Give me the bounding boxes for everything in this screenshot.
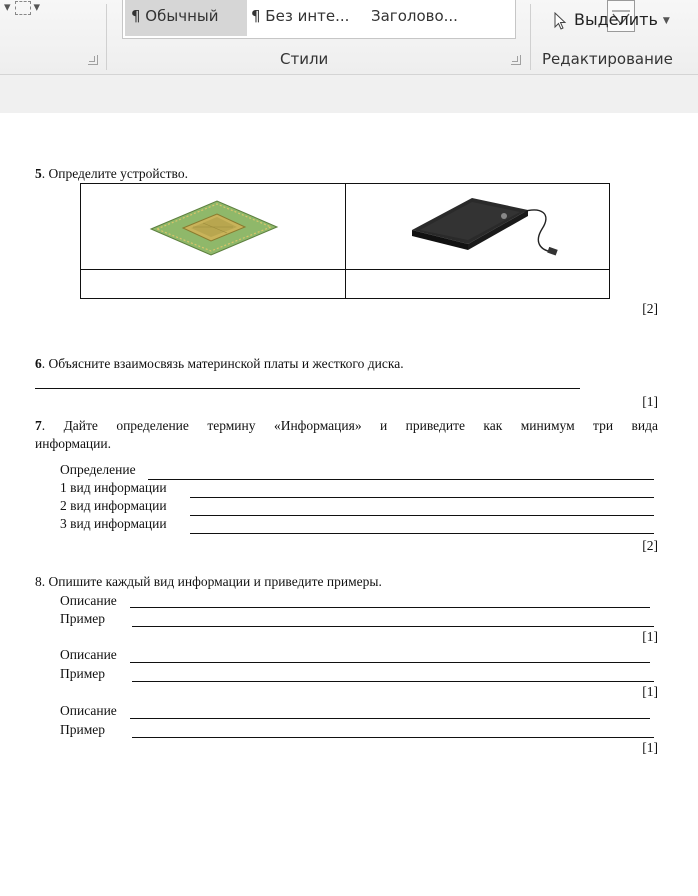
answer-cell-2[interactable] (345, 270, 610, 299)
q8-score-1: [1] (642, 629, 658, 644)
q7-score: [2] (642, 538, 658, 553)
paragraph-dialog-launcher-icon[interactable] (88, 55, 98, 65)
q8-score-2: [1] (642, 684, 658, 699)
style-no-spacing[interactable]: ¶ Без инте... (251, 7, 350, 25)
example-label-1: Пример (60, 611, 106, 626)
styles-gallery[interactable] (122, 0, 516, 39)
ribbon (0, 0, 698, 75)
describe-label-3: Описание (60, 703, 117, 718)
borders-button-fragment[interactable]: ▾ ▾ (4, 0, 41, 15)
answer-line[interactable] (130, 607, 650, 608)
question-6: 6. Объясните взаимосвязь материнской платы и жесткого диска. (35, 356, 404, 371)
example-label-2: Пример (60, 666, 106, 681)
q6-score: [1] (642, 394, 658, 409)
answer-line[interactable] (132, 681, 654, 682)
table-cell-cpu (81, 184, 346, 270)
answer-line[interactable] (190, 497, 654, 498)
editing-group-label: Редактирование (542, 50, 673, 68)
styles-dialog-launcher-icon[interactable] (511, 55, 521, 65)
example-label-3: Пример (60, 722, 106, 737)
q5-score: [2] (642, 301, 658, 316)
field-definition-label: Определение (60, 462, 136, 477)
table-cell-hdd (345, 184, 610, 270)
select-button-label: Выделить (574, 10, 658, 29)
answer-line[interactable] (130, 662, 650, 663)
cpu-chip-image (133, 189, 293, 259)
document-page[interactable] (0, 113, 698, 896)
q8-score-3: [1] (642, 740, 658, 755)
question-8: 8. Опишите каждый вид информации и приведите примеры. (35, 574, 382, 589)
answer-line[interactable] (132, 626, 654, 627)
answer-cell-1[interactable] (81, 270, 346, 299)
style-normal[interactable]: ¶ Обычный (125, 0, 247, 36)
field-type-3-label: 3 вид информации (60, 516, 167, 531)
styles-group-label: Стили (280, 50, 329, 68)
answer-line[interactable] (190, 533, 654, 534)
group-separator (530, 4, 531, 70)
field-type-2-label: 2 вид информации (60, 498, 167, 513)
describe-label-1: Описание (60, 593, 117, 608)
cursor-arrow-icon (552, 12, 568, 30)
answer-line[interactable] (148, 479, 654, 480)
group-separator (106, 4, 107, 70)
answer-line[interactable] (190, 515, 654, 516)
describe-label-2: Описание (60, 647, 117, 662)
dropdown-caret-icon: ▼ (662, 15, 670, 26)
style-heading[interactable]: Заголово... (371, 7, 458, 25)
answer-line[interactable] (35, 388, 580, 389)
devices-table (80, 183, 610, 299)
field-type-1-label: 1 вид информации (60, 480, 167, 495)
answer-line[interactable] (132, 737, 654, 738)
external-hard-drive-image (392, 184, 562, 264)
select-button[interactable] (552, 6, 670, 34)
borders-icon (15, 1, 31, 15)
question-5: 5. Определите устройство. (35, 166, 188, 181)
question-7-line1: 7. Дайте определение термину «Информация» и приведите как минимум три вида (35, 418, 658, 433)
answer-line[interactable] (130, 718, 650, 719)
page-gap (0, 75, 698, 113)
question-7-line2: информации. (35, 436, 111, 451)
